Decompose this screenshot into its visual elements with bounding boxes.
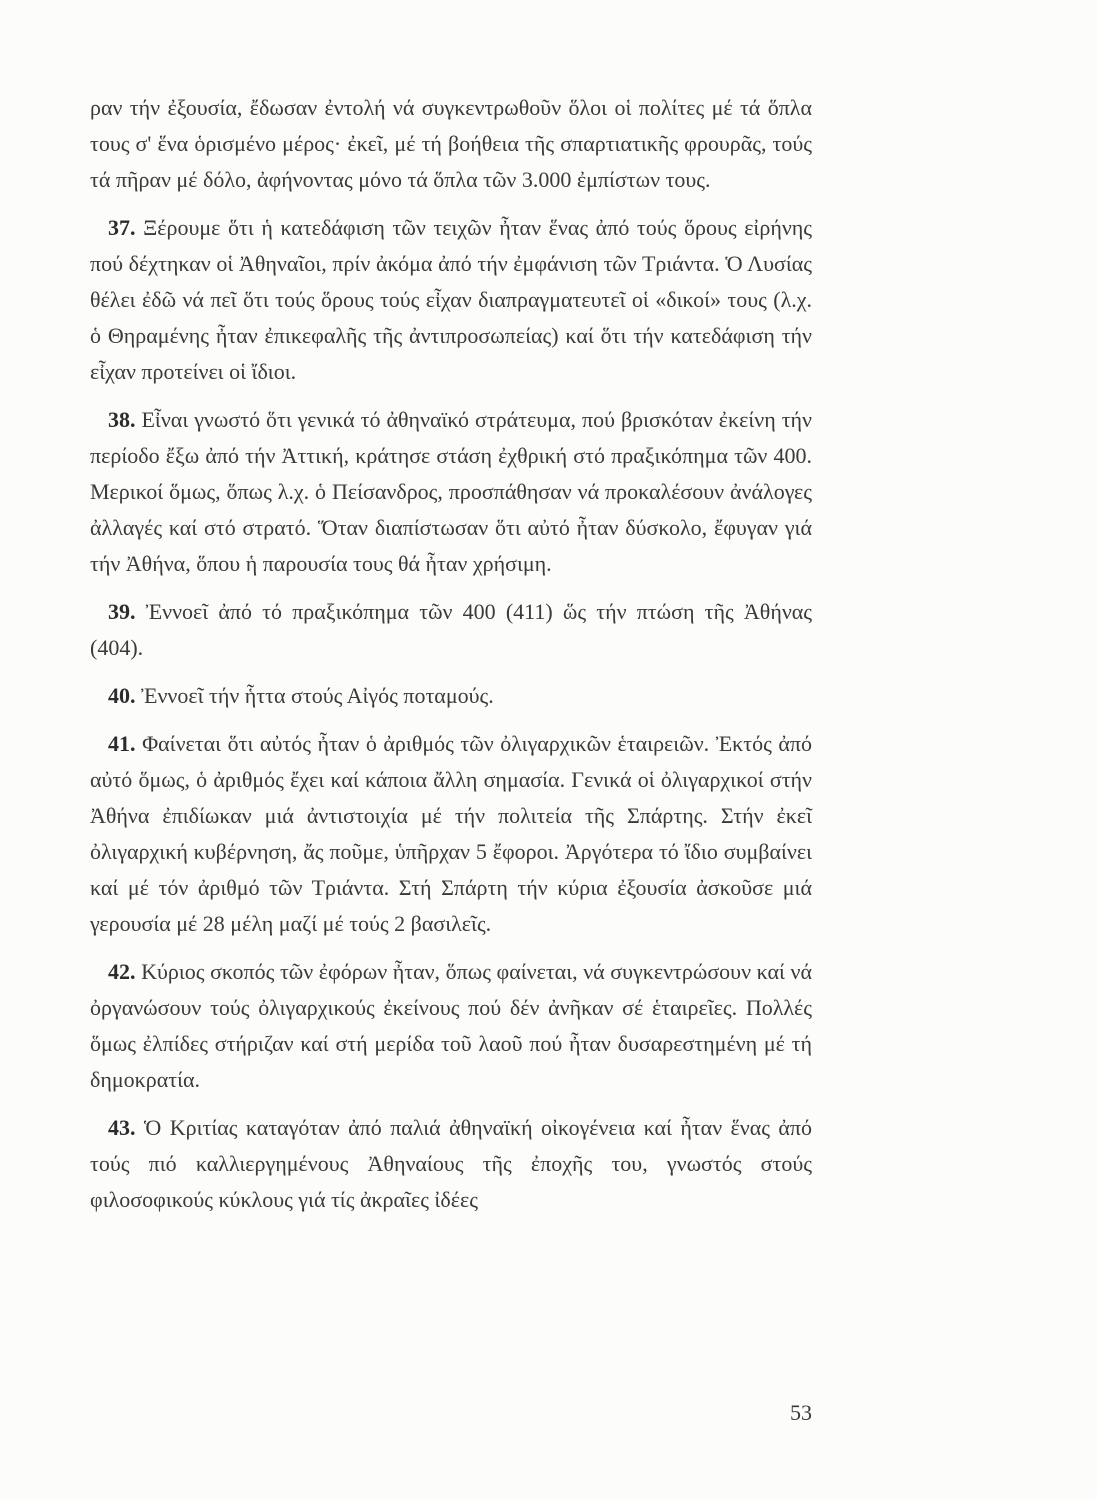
note-number: 42. [108, 959, 136, 984]
note-text: Φαίνεται ὅτι αὐτός ἦταν ὁ ἀριθμός τῶν ὀλιγαρχικῶν ἑταιρειῶν. Ἐκτός ἀπό αὐτό ὅμως, ὁ ἀριθμός ἔχει καί κάποια ἄλλη σημασία. Γενικά οἱ ὀλιγαρχικοί στήν Ἀθήνα ἐπιδίωκαν μιά ἀντιστοιχία μέ τήν πολιτεία τῆς Σπάρτης. Στήν ἐκεῖ ὀλιγαρχική κυβέρνηση, ἄς ποῦμε, ὑπῆρχαν 5 ἔφοροι. Ἀργότερα τό ἴδιο συμβαίνει καί μέ τόν ἀριθμό τῶν Τριάντα. Στή Σπάρτη τήν κύρια ἐξουσία ἀσκοῦσε μιά γερουσία μέ 28 μέλη μαζί μέ τούς 2 βασιλεῖς. [90, 731, 812, 936]
page-body [90, 90, 812, 1218]
note-number: 38. [108, 407, 136, 432]
note-text: Ἐννοεῖ ἀπό τό πραξικόπημα τῶν 400 (411) ὥς τήν πτώση τῆς Ἀθήνας (404). [90, 599, 813, 660]
note-text: Ὁ Κριτίας καταγόταν ἀπό παλιά ἀθηναϊκή οἰκογένεια καί ἦταν ἕνας ἀπό τούς πιό καλλιεργημένους Ἀθηναίους τῆς ἐποχῆς του, γνωστός στούς φιλοσοφικούς κύκλους γιά τίς ἀκραῖες ἰδέες [90, 1115, 813, 1212]
note-text: Ξέρουμε ὅτι ἡ κατεδάφιση τῶν τειχῶν ἦταν ἕνας ἀπό τούς ὅρους εἰρήνης πού δέχτηκαν οἱ Ἀθηναῖοι, πρίν ἀκόμα ἀπό τήν ἐμφάνιση τῶν Τριάντα. Ὁ Λυσίας θέλει ἐδῶ νά πεῖ ὅτι τούς ὅρους τούς εἶχαν διαπραγματευτεῖ οἱ «δικοί» τους (λ.χ. ὁ Θηραμένης ἦταν ἐπικεφαλῆς τῆς ἀντιπροσωπείας) καί ὅτι τήν κατεδάφιση τήν εἶχαν προτείνει οἱ ἴδιοι. [90, 215, 812, 384]
note-39 [90, 594, 812, 666]
page-number: 53 [790, 1400, 812, 1425]
note-text: Εἶναι γνωστό ὅτι γενικά τό ἀθηναϊκό στράτευμα, πού βρισκόταν ἐκείνη τήν περίοδο ἔξω ἀπό τήν Ἀττική, κράτησε στάση ἐχθρική στό πραξικόπημα τῶν 400. Μερικοί ὅμως, ὅπως λ.χ. ὁ Πείσανδρος, προσπάθησαν νά προκαλέσουν ἀνάλογες ἀλλαγές καί στό στρατό. Ὅταν διαπίστωσαν ὅτι αὐτό ἦταν δύσκολο, ἔφυγαν γιά τήν Ἀθήνα, ὅπου ἡ παρουσία τους θά ἦταν χρήσιμη. [90, 407, 812, 576]
note-number: 37. [108, 215, 136, 240]
note-37 [90, 210, 812, 390]
note-38 [90, 402, 812, 582]
paragraph-continuation [90, 90, 812, 198]
note-41 [90, 726, 812, 942]
note-number: 43. [108, 1115, 136, 1140]
note-number: 41. [108, 731, 136, 756]
note-number: 40. [108, 683, 136, 708]
note-43 [90, 1110, 812, 1218]
note-40 [90, 678, 812, 714]
note-text: Ἐννοεῖ τήν ἧττα στούς Αἰγός ποταμούς. [141, 683, 494, 708]
note-number: 39. [108, 599, 136, 624]
note-text: Κύριος σκοπός τῶν ἐφόρων ἦταν, ὅπως φαίνεται, νά συγκεντρώσουν καί νά ὀργανώσουν τούς ὀλιγαρχικούς ἐκείνους πού δέν ἀνῆκαν σέ ἑταιρεῖες. Πολλές ὅμως ἐλπίδες στήριζαν καί στή μερίδα τοῦ λαοῦ πού ἦταν δυσαρεστημένη μέ τή δημοκρατία. [90, 959, 813, 1092]
note-42 [90, 954, 812, 1098]
paragraph-text: ραν τήν ἐξουσία, ἔδωσαν ἐντολή νά συγκεντρωθοῦν ὅλοι οἱ πολίτες μέ τά ὅπλα τους σ' ἕνα ὁρισμένο μέρος· ἐκεῖ, μέ τή βοήθεια τῆς σπαρτιατικῆς φρουρᾶς, τούς τά πῆραν μέ δόλο, ἀφήνοντας μόνο τά ὅπλα τῶν 3.000 ἐμπίστων τους. [90, 95, 812, 192]
